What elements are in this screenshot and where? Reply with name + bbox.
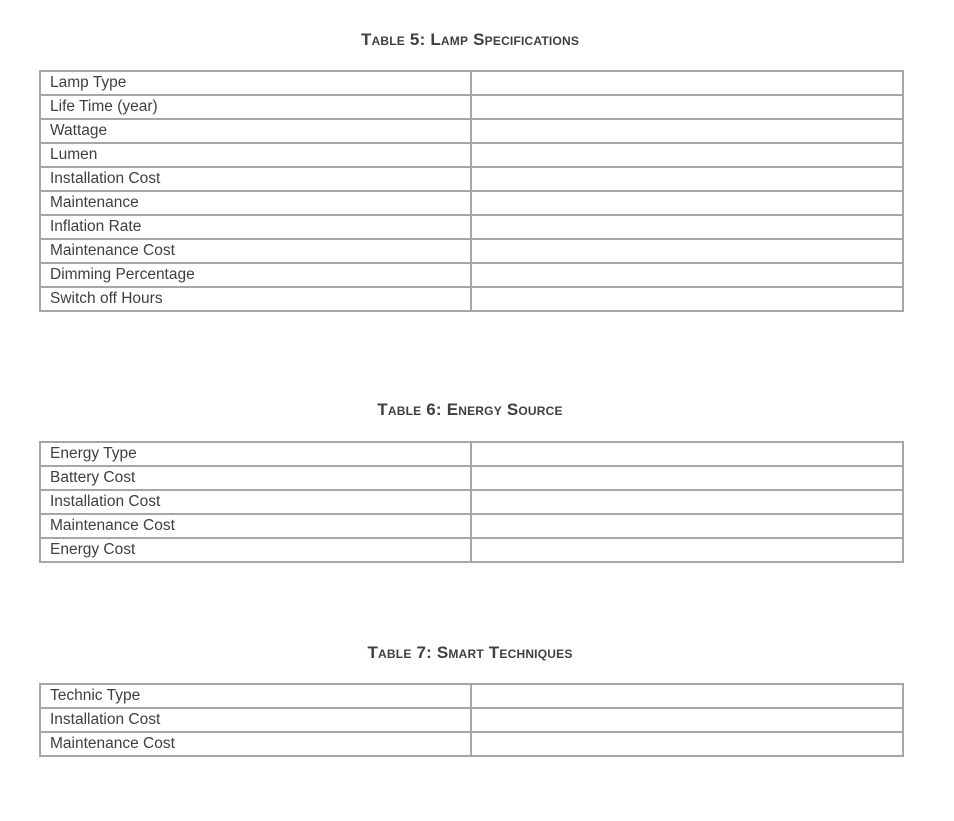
row-value[interactable] [471, 684, 903, 708]
row-value[interactable] [471, 466, 903, 490]
table-row [40, 442, 903, 466]
row-value[interactable] [471, 287, 903, 311]
row-label: Lumen [40, 143, 471, 167]
table-row [40, 466, 903, 490]
table-5-caption: Table 5: Lamp Specifications [360, 30, 580, 49]
row-value[interactable] [471, 215, 903, 239]
row-label: Wattage [40, 119, 471, 143]
row-label: Installation Cost [40, 167, 471, 191]
row-label: Inflation Rate [40, 215, 471, 239]
row-value[interactable] [471, 538, 903, 562]
table-row [40, 191, 903, 215]
smart-techniques-table [39, 683, 904, 757]
row-value[interactable] [471, 490, 903, 514]
row-value[interactable] [471, 239, 903, 263]
row-label: Installation Cost [40, 490, 471, 514]
row-value[interactable] [471, 71, 903, 95]
row-value[interactable] [471, 191, 903, 215]
row-value[interactable] [471, 167, 903, 191]
table-row [40, 514, 903, 538]
row-value[interactable] [471, 732, 903, 756]
row-value[interactable] [471, 442, 903, 466]
row-label: Technic Type [40, 684, 471, 708]
table-row [40, 71, 903, 95]
row-value[interactable] [471, 514, 903, 538]
table-row [40, 95, 903, 119]
row-label: Switch off Hours [40, 287, 471, 311]
table-row [40, 167, 903, 191]
table-row [40, 287, 903, 311]
energy-source-table [39, 441, 904, 563]
table-row [40, 263, 903, 287]
table-row [40, 732, 903, 756]
table-row [40, 538, 903, 562]
row-value[interactable] [471, 95, 903, 119]
table-row [40, 708, 903, 732]
row-label: Maintenance Cost [40, 239, 471, 263]
row-label: Dimming Percentage [40, 263, 471, 287]
table-row [40, 215, 903, 239]
row-label: Life Time (year) [40, 95, 471, 119]
row-value[interactable] [471, 143, 903, 167]
row-label: Lamp Type [40, 71, 471, 95]
table-7-caption: Table 7: Smart Techniques [367, 643, 573, 662]
table-row [40, 143, 903, 167]
row-label: Battery Cost [40, 466, 471, 490]
lamp-specifications-table [39, 70, 904, 312]
table-row [40, 239, 903, 263]
row-label: Energy Cost [40, 538, 471, 562]
table-row [40, 684, 903, 708]
table-6-caption: Table 6: Energy Source [377, 400, 563, 419]
table-row [40, 490, 903, 514]
row-value[interactable] [471, 263, 903, 287]
row-label: Maintenance Cost [40, 732, 471, 756]
row-label: Maintenance Cost [40, 514, 471, 538]
row-value[interactable] [471, 708, 903, 732]
row-value[interactable] [471, 119, 903, 143]
row-label: Installation Cost [40, 708, 471, 732]
row-label: Energy Type [40, 442, 471, 466]
row-label: Maintenance [40, 191, 471, 215]
table-row [40, 119, 903, 143]
